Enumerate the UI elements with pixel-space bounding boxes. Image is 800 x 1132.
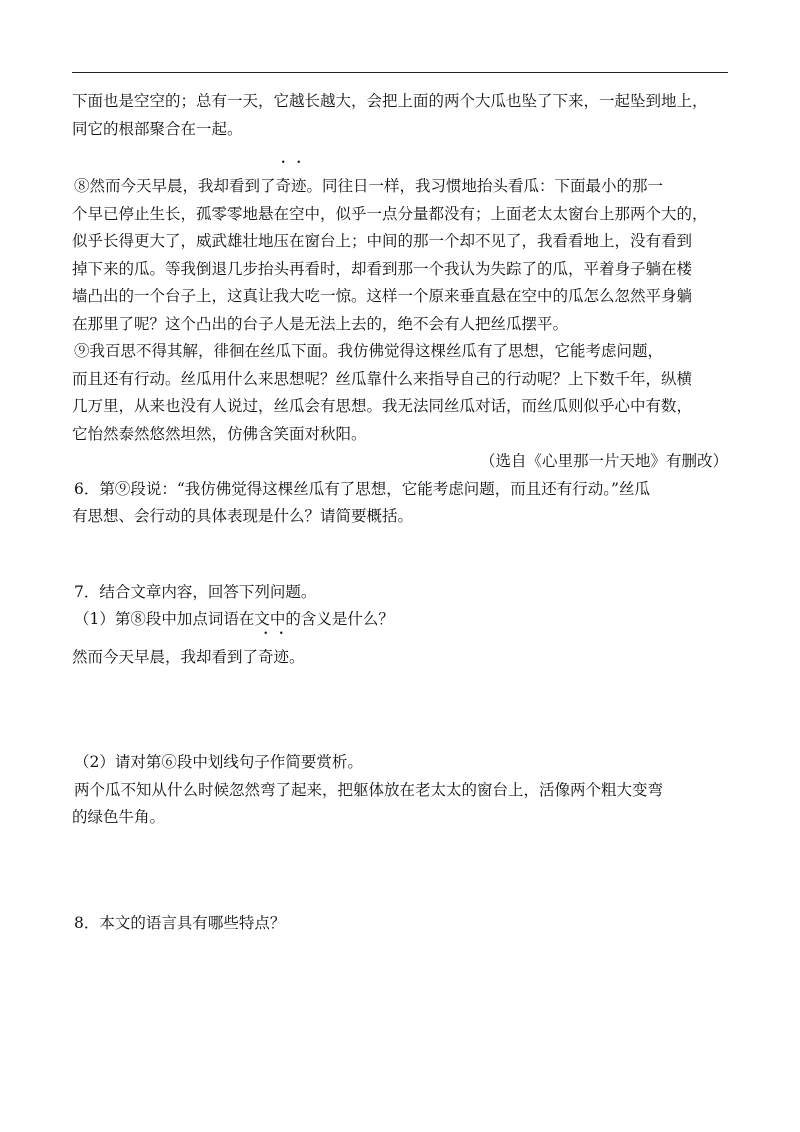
question-text: 有思想、会行动的具体表现是什么？请简要概括。 bbox=[72, 507, 414, 525]
sub-question-1: （1）第⑧段中加点词语在文中的含义是什么？ bbox=[74, 610, 394, 628]
text-line: 似乎长得更大了，威武雄壮地压在窗台上；中间的那一个却不见了，我看看地上，没有看到 bbox=[72, 232, 693, 250]
text-line: 几万里，从来也没有人说过，丝瓜会有思想。我无法同丝瓜对话，而丝瓜则似乎心中有数， bbox=[72, 397, 693, 415]
text-line: ⑧然而今天早晨，我却看到了奇迹。同往日一样，我习惯地抬头看瓜：下面最小的那一 bbox=[72, 173, 728, 201]
text-line: 掉下来的瓜。等我倒退几步抬头再看时，却看到那一个我认为失踪了的瓜，平着身子躺在楼 bbox=[72, 259, 693, 278]
question-stem: 7．结合文章内容，回答下列问题。 bbox=[74, 582, 317, 601]
question-8: 8．本文的语言具有哪些特点？ bbox=[74, 913, 286, 932]
text-line: 下面也是空空的；总有一天，它越长越大，会把上面的两个大瓜也坠了下来，一起坠到地上， bbox=[72, 92, 708, 110]
quoted-sentence: 然而今天早晨，我却看到了奇迹。 bbox=[72, 644, 728, 672]
text-line: 在那里了呢？这个凸出的台子人是无法上去的，绝不会有人把丝瓜摆平。 bbox=[72, 314, 569, 333]
emphasis-dotted-char: 迹 bbox=[291, 177, 307, 195]
text-line: 墙凸出的一个台子上，这真让我大吃一惊。这样一个原来垂直悬在空中的瓜怎么忽然平身躺 bbox=[72, 287, 693, 305]
sub-question-2: （2）请对第⑥段中划线句子作简要赏析。 bbox=[74, 753, 363, 771]
text-line: 个早已停止生长，孤零零地悬在空中，似乎一点分量都没有；上面老太太窗台上那两个大的， bbox=[72, 204, 708, 223]
question-text: 6．第⑨段说：“我仿佛觉得这棵丝瓜有了思想，它能考虑问题，而且还有行动。”丝瓜 bbox=[74, 479, 650, 498]
question-6 bbox=[72, 476, 728, 531]
text-line: 而且还有行动。丝瓜用什么来思想呢？丝瓜靠什么来指导自己的行动呢？上下数千年，纵横 bbox=[72, 369, 693, 388]
question-7 bbox=[72, 579, 728, 832]
emphasis-dotted-char: 迹 bbox=[273, 647, 290, 666]
text-line: 它怡然泰然悠然坦然，仿佛含笑面对秋阳。 bbox=[72, 424, 367, 443]
paragraph-8 bbox=[72, 173, 728, 338]
quoted-sentence: 的绿色牛角。 bbox=[72, 808, 166, 826]
paragraph-continuation bbox=[72, 88, 728, 143]
source-citation: （选自《心里那一片天地》有删改） bbox=[479, 452, 728, 470]
text-line: ⑨我百思不得其解，徘徊在丝瓜下面。我仿佛觉得这棵丝瓜有了思想，它能考虑问题， bbox=[74, 342, 664, 360]
emphasis-dotted-char: 奇 bbox=[275, 177, 292, 195]
emphasis-dotted-char: 奇 bbox=[258, 647, 274, 666]
paragraph-9 bbox=[72, 338, 728, 448]
answer-space bbox=[72, 531, 728, 579]
header-rule bbox=[72, 72, 728, 73]
page-content bbox=[72, 88, 728, 937]
text-line: 同它的根部聚合在一起。 bbox=[72, 119, 243, 138]
quoted-sentence: 两个瓜不知从什么时候忽然弯了起来，把躯体放在老太太的窗台上，活像两个粗大变弯 bbox=[74, 780, 664, 799]
answer-space bbox=[72, 671, 728, 749]
answer-space bbox=[72, 832, 728, 910]
